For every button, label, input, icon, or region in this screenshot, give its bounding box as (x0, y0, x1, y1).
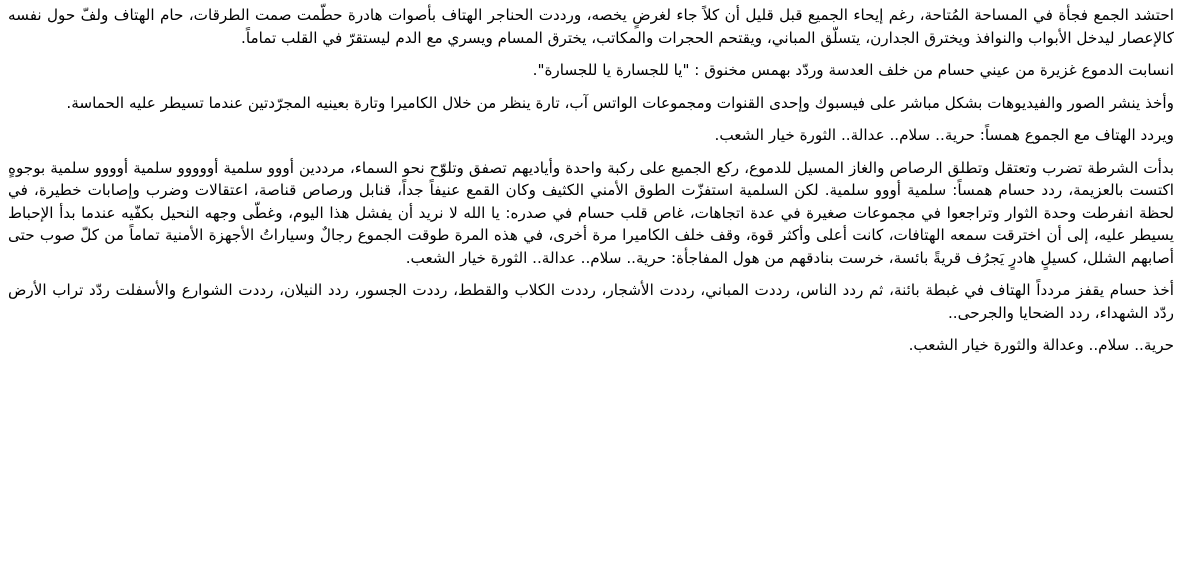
paragraph-1: احتشد الجمع فجأة في المساحة المُتاحة، رغم إيحاء الجميع قبل قليل أن كلاً جاء لغرضٍ يخصه، ورددت الحناجر الهتاف بأصوات هادرة حطّمت صمت الطرقات، حام الهتاف ولفّ حول نفسه كالإعصار ليدخل الأبواب والنوافذ ويخترق الجدارن، يتسلّق المباني، ويقتحم الحجرات والمكاتب، يخترق المسام ويسري مع الدم ليستقرّ في القلب تماماً. (8, 6, 1174, 47)
paragraph-4: ويردد الهتاف مع الجموع همساً: حرية.. سلام.. عدالة.. الثورة خيار الشعب. (714, 126, 1174, 144)
paragraph-3: وأخذ ينشر الصور والفيديوهات بشكل مباشر على فيسبوك وإحدى القنوات ومجموعات الواتس آب، تارة ينظر من خلال الكاميرا وتارة بعينيه المجرّدتين عندما تسيطر عليه الحماسة. (66, 93, 1174, 112)
paragraph-2: انسابت الدموع غزيرة من عيني حسام من خلف العدسة وردّد بهمس مخنوق : "يا للجسارة يا للجسارة". (532, 61, 1174, 79)
paragraph-5: بدأت الشرطة تضرب وتعتقل وتطلق الرصاص والغاز المسيل للدموع، ركع الجميع على ركبة واحدة وأياديهم تصفق وتلوّح نحو السماء، مرددين أووو سلمية أووووو سلمية أوووو سلمية بوجوهٍ اكتست بالعزيمة، ردد حسام همساً: سلمية أووو سلمية. لكن السلمية استفزّت الطوق الأمني الكثيف وكان القمع عنيفاً جداً، قنابل ورصاص قناصة، اعتقالات وضرب وإصابات خطيرة، في لحظة انفرطت وحدة الثوار وتراجعوا في مجموعات صغيرة في عدة اتجاهات، غاص قلب حسام في صدره: يا الله لا نريد أن يفشل هذا اليوم، وغطّى وجهه النحيل بكفّيه عندما بدأ الإحباط يسيطر عليه، إلى أن اخترقت سمعه الهتافات، كانت أعلى وأكثر قوة، وقف خلف الكاميرا مرة أخرى، في هذه المرة طوقت الجموع رجالٌ وسياراتُ الأجهزة الأمنية تماماً من كلّ صوب حتى أصابهم الشلل، كسيلٍ هادرٍ يَجرُف قريةً بائسة، خرست بنادقهم من هول المفاجأة: حرية.. سلام.. عدالة.. الثورة خيار الشعب. (8, 158, 1174, 267)
paragraph-7: حرية.. سلام.. وعدالة والثورة خيار الشعب. (908, 336, 1174, 354)
paragraph-6: أخذ حسام يقفز مردداً الهتاف في غبطة بائنة، ثم ردد الناس، رددت المباني، رددت الأشجار، رددت الكلاب والقطط، رددت الجسور، ردد النيلان، رددت الشوارع والأسفلت ردّد تراب الأرض ردّد الشهداء، ردد الضحايا والجرحى.. (8, 281, 1174, 322)
